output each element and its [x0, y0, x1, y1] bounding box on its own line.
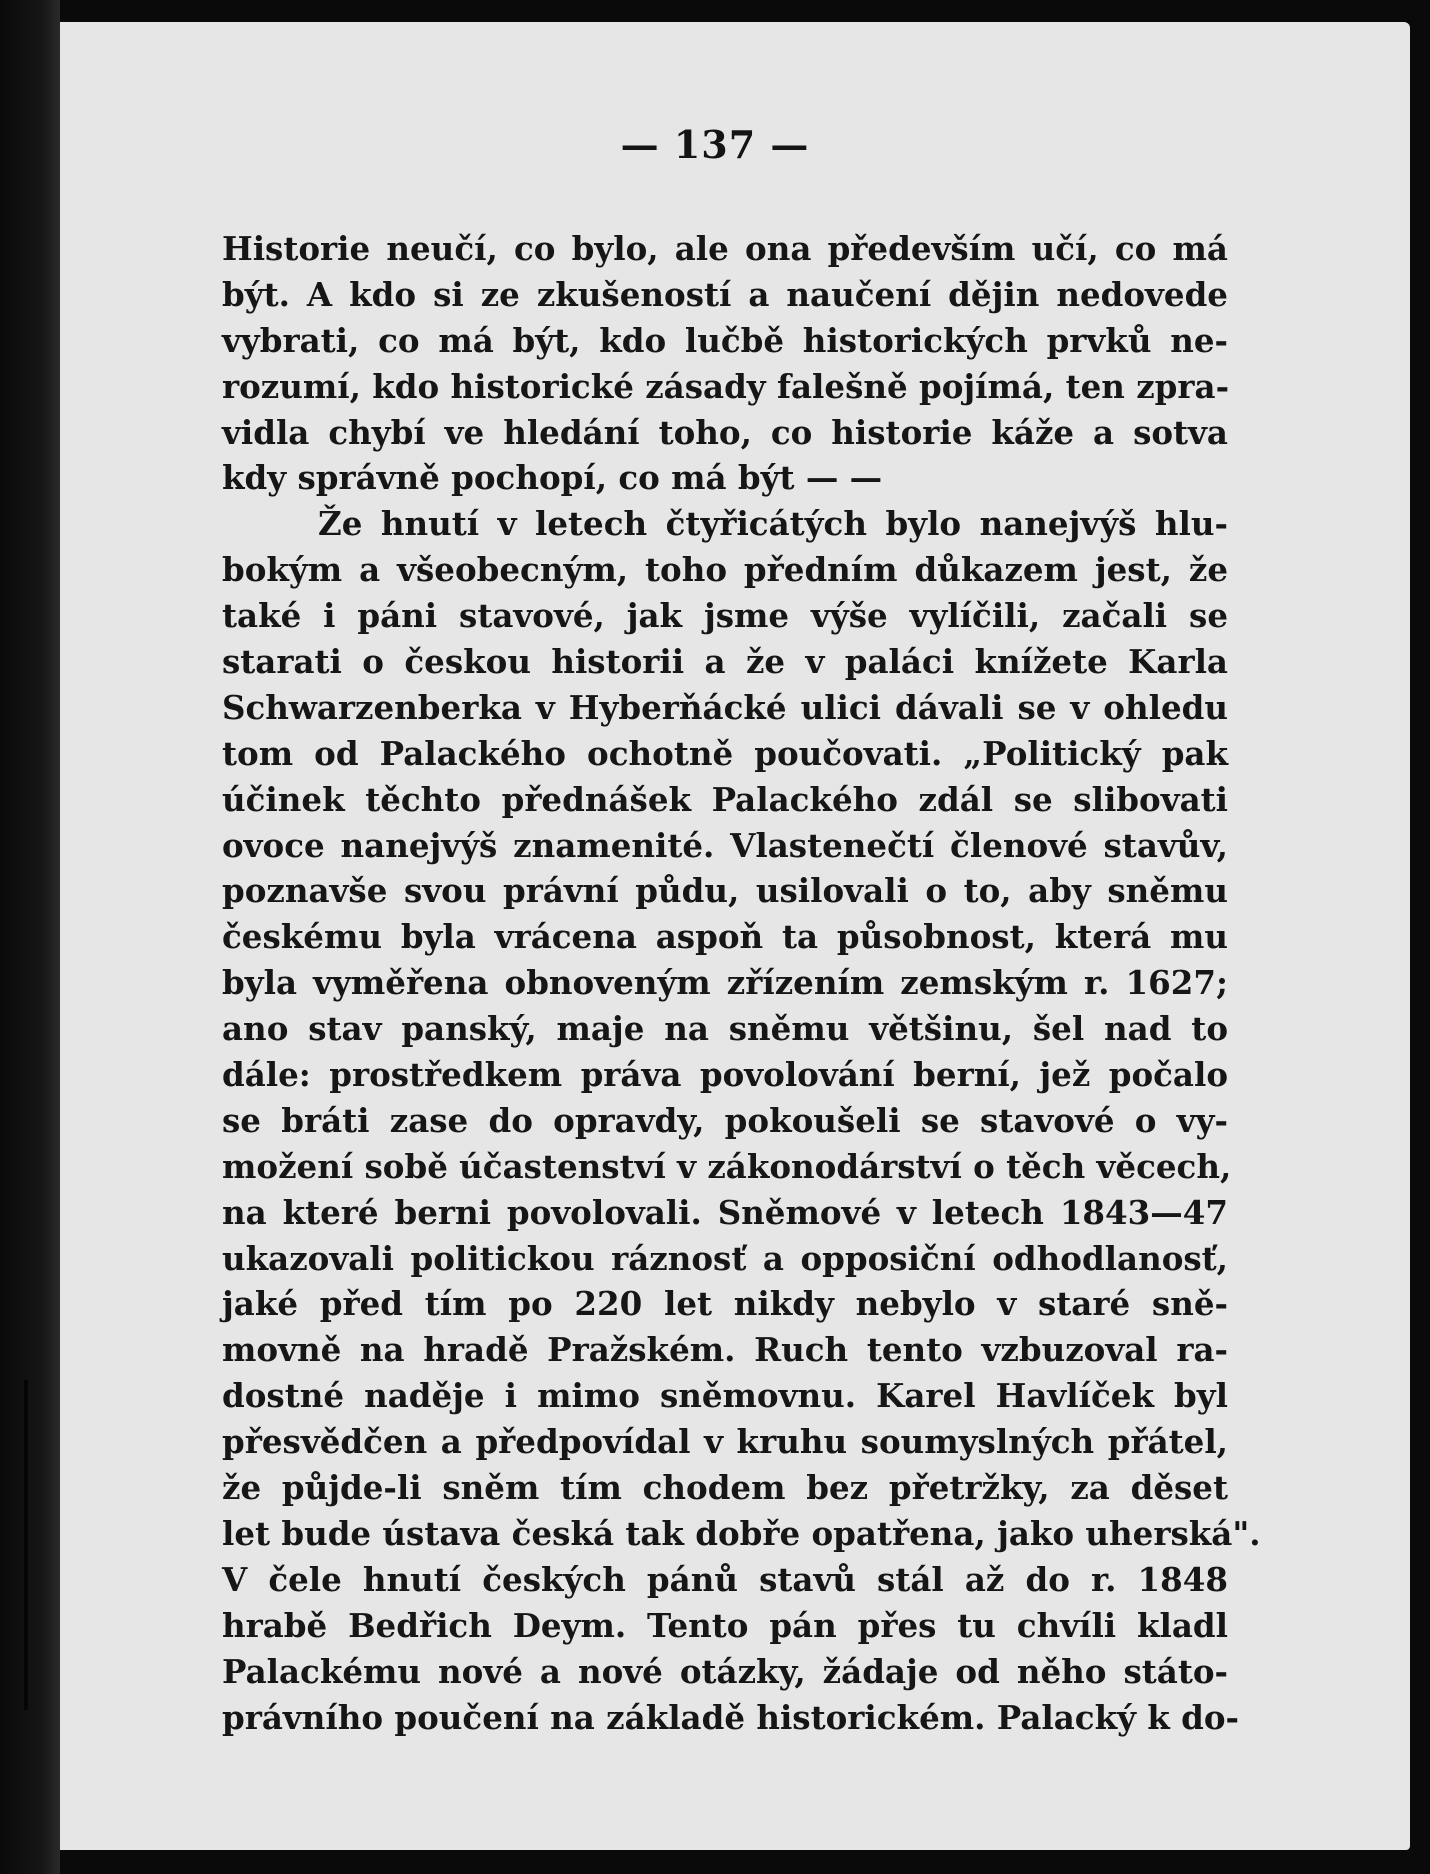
text-line: Palackému nové a nové otázky, žádaje od něho státo-	[222, 1651, 1228, 1691]
book-binding-shadow	[0, 0, 60, 1874]
text-line: také i páni stavové, jak jsme výše vylíčili, začali se	[222, 596, 1228, 636]
text-line: dostné naděje i mimo sněmovnu. Karel Havlíček byl	[222, 1376, 1228, 1416]
text-line: ukazovali politickou ráznosť a opposiční odhodlanosť,	[222, 1238, 1228, 1278]
text-line: byla vyměřena obnoveným zřízením zemským r. 1627;	[222, 963, 1228, 1003]
text-line: ano stav panský, maje na sněmu většinu, šel nad to	[222, 1009, 1228, 1049]
text-line: Schwarzenberka v Hyberňácké ulici dávali se v ohledu	[222, 687, 1228, 727]
text-line: přesvědčen a předpovídal v kruhu soumyslných přátel,	[222, 1422, 1228, 1462]
text-line: kdy správně pochopí, co má být — —	[222, 458, 883, 498]
text-line: poznavše svou právní půdu, usilovali o to, aby sněmu	[222, 871, 1228, 911]
text-line: starati o českou historii a že v paláci knížete Karla	[222, 642, 1228, 682]
text-line: právního poučení na základě historickém. Palacký k do-	[222, 1697, 1240, 1737]
text-line: bokým a všeobecným, toho předním důkazem jest, že	[222, 550, 1228, 590]
text-line: že půjde-li sněm tím chodem bez přetržky, za děset	[222, 1468, 1228, 1508]
text-line: V čele hnutí českých pánů stavů stál až do r. 1848	[222, 1559, 1228, 1599]
text-line: vidla chybí ve hledání toho, co historie káže a sotva	[222, 412, 1228, 452]
text-line: být. A kdo si ze zkušeností a naučení dějin nedovede	[222, 274, 1228, 314]
text-line: se bráti zase do opravdy, pokoušeli se stavové o vy-	[222, 1100, 1228, 1140]
text-line: jaké před tím po 220 let nikdy nebylo v staré sně-	[222, 1284, 1228, 1324]
text-line: možení sobě účastenství v zákonodárství o těch věcech,	[222, 1146, 1232, 1186]
text-line: let bude ústava česká tak dobře opatřena, jako uherská".	[222, 1513, 1261, 1553]
text-line: hrabě Bedřich Deym. Tento pán přes tu chvíli kladl	[222, 1605, 1228, 1645]
binding-thread	[24, 1380, 28, 1710]
text-line: dále: prostředkem práva povolování berní, jež počalo	[222, 1055, 1228, 1095]
page-number: — 137 —	[620, 122, 810, 167]
body-text	[222, 226, 1261, 1740]
text-line: rozumí, kdo historické zásady falešně pojímá, ten zpra-	[222, 366, 1230, 406]
text-line: účinek těchto přednášek Palackého zdál se slibovati	[222, 779, 1228, 819]
text-line: na které berni povolovali. Sněmové v letech 1843—47	[222, 1192, 1228, 1232]
text-line: tom od Palackého ochotně poučovati. „Politický pak	[222, 733, 1228, 773]
text-line: českému byla vrácena aspoň ta působnost, která mu	[222, 917, 1228, 957]
paragraph-start-line: Že hnutí v letech čtyřicátých bylo nanejvýš hlu-	[318, 504, 1228, 544]
text-line: movně na hradě Pražském. Ruch tento vzbuzoval ra-	[222, 1330, 1228, 1370]
text-line: vybrati, co má být, kdo lučbě historických prvků ne-	[222, 320, 1228, 360]
text-line: Historie neučí, co bylo, ale ona především učí, co má	[222, 229, 1228, 268]
text-line: ovoce nanejvýš znamenité. Vlastenečtí členové stavův,	[222, 825, 1228, 865]
